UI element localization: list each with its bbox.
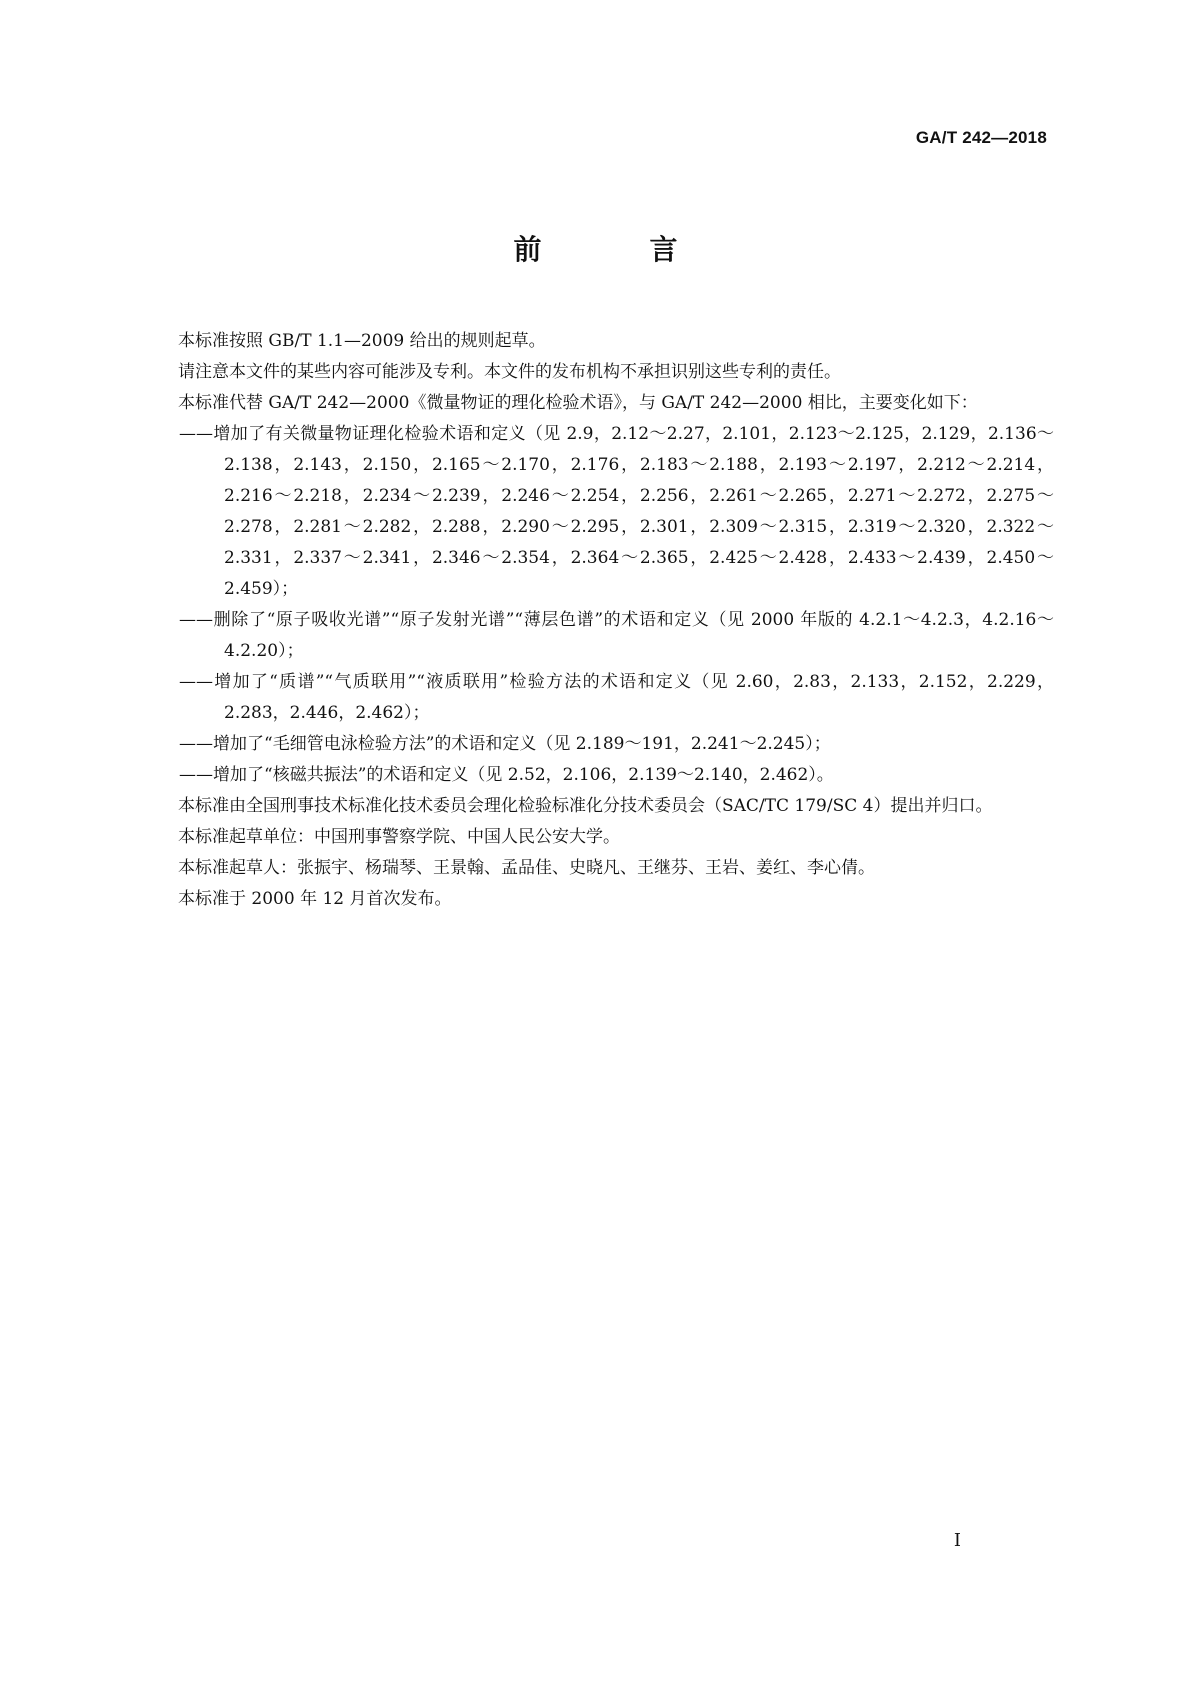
paragraph-drafting-rules: 本标准按照 GB/T 1.1—2009 给出的规则起草。 — [178, 331, 546, 351]
standard-code: GA/T 242—2018 — [915, 128, 1047, 147]
paragraph-replacement: 本标准代替 GA/T 242—2000《微量物证的理化检验术语》，与 GA/T 242—2000 相比，主要变化如下： — [178, 393, 978, 413]
list-item: ——删除了“原子吸收光谱”“原子发射光谱”“薄层色谱”的术语和定义（见 2000 年版的 4.2.1～4.2.3，4.2.16～4.2.20）； — [179, 610, 1054, 661]
page-title: 前 言 — [513, 233, 718, 266]
list-item: ——增加了“质谱”“气质联用”“液质联用”检验方法的术语和定义（见 2.60，2.83，2.133，2.152，2.229，2.283，2.446，2.462）； — [179, 672, 1054, 723]
paragraph-proposer: 本标准由全国刑事技术标准化技术委员会理化检验标准化分技术委员会（SAC/TC 179/SC 4）提出并归口。 — [178, 796, 993, 816]
list-item: ——增加了“核磁共振法”的术语和定义（见 2.52，2.106，2.139～2.140，2.462）。 — [179, 765, 834, 785]
list-item: ——增加了有关微量物证理化检验术语和定义（见 2.9，2.12～2.27，2.101，2.123～2.125，2.129，2.136～2.138，2.143，2.150，2.165～2.170，2.176，2.183～2.188，2.193～2.197，2.212～2.214，2.216～2.218，2.234～2.239，2.246～2.254，2.256，2.261～2.265，2.271～2.272，2.275～2.278，2.281～2.282，2.288，2.290～2.295，2.301，2.309～2.315，2.319～2.320，2.322～2.331，2.337～2.341，2.346～2.354，2.364～2.365，2.425～2.428，2.433～2.439，2.450～2.459）； — [179, 424, 1054, 599]
paragraph-patent-notice: 请注意本文件的某些内容可能涉及专利。本文件的发布机构不承担识别这些专利的责任。 — [178, 362, 841, 382]
paragraph-drafters: 本标准起草人：张振宇、杨瑞琴、王景翰、孟品佳、史晓凡、王继芬、王岩、姜红、李心倩。 — [178, 858, 875, 878]
paragraph-drafting-units: 本标准起草单位：中国刑事警察学院、中国人民公安大学。 — [178, 827, 620, 847]
document-body — [144, 326, 1054, 915]
changes-list — [144, 419, 1054, 791]
page-number: I — [953, 1530, 961, 1551]
list-item: ——增加了“毛细管电泳检验方法”的术语和定义（见 2.189～191，2.241～2.245）； — [179, 734, 831, 754]
paragraph-first-release: 本标准于 2000 年 12 月首次发布。 — [178, 889, 452, 909]
